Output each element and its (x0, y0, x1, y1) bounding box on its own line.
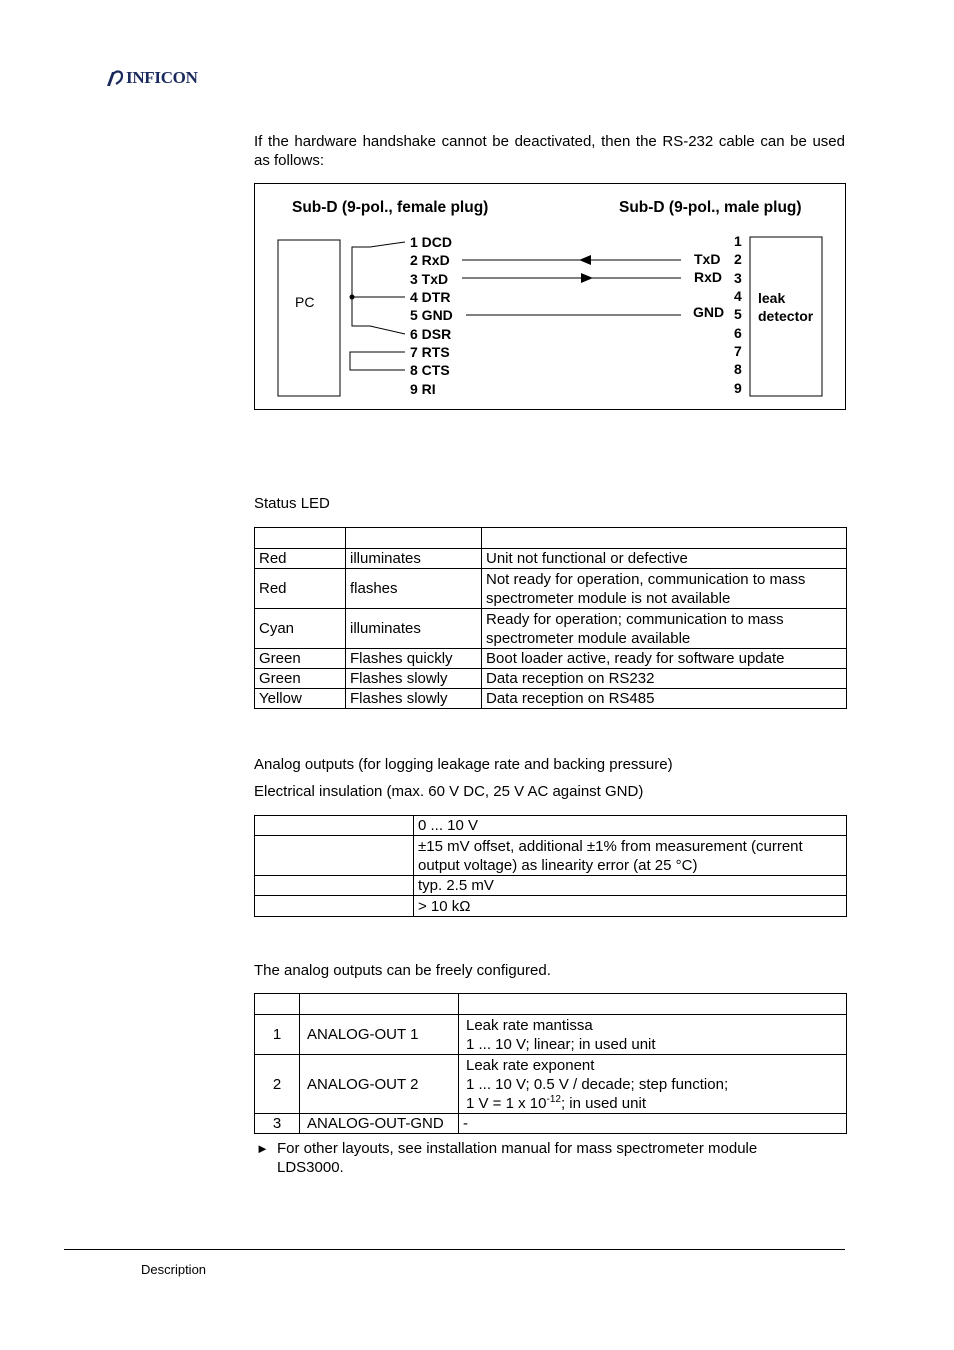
right-pin-5: 5 (734, 306, 742, 322)
layout-note (256, 1139, 846, 1177)
left-pin-9: 9 RI (410, 381, 436, 397)
led-meaning-line: Not ready for operation, communication to mass (486, 570, 806, 588)
led-state: Flashes slowly (346, 689, 482, 709)
right-pin-7: 7 (734, 343, 742, 359)
left-pin-7: 7 RTS (410, 344, 450, 360)
table-row (255, 609, 847, 649)
dcd-dtr-dsr-bridge (352, 242, 405, 334)
pin-description-line: 1 ... 10 V; linear; in used unit (466, 1035, 656, 1053)
pin-description-line: Leak rate mantissa (466, 1016, 593, 1034)
intro-paragraph: If the hardware handshake cannot be deactivated, then the RS-232 cable can be used as follows: (254, 133, 845, 169)
table-row (255, 816, 847, 836)
table-row (255, 896, 847, 917)
led-state: illuminates (346, 549, 482, 569)
pin-name: ANALOG-OUT 1 (300, 1015, 459, 1055)
pc-box-label: PC (295, 294, 315, 310)
analog-outputs-line: Analog outputs (for logging leakage rate and backing pressure) (254, 756, 673, 773)
formula-base: 1 V = 1 x 10 (466, 1094, 547, 1112)
junction-dot (350, 295, 355, 300)
pin-description (459, 1015, 847, 1055)
txd-arrow (581, 273, 593, 283)
logo-text: INFICON (126, 68, 198, 87)
analog-spec-table (254, 815, 847, 917)
table-row (255, 876, 847, 896)
led-color: Yellow (255, 689, 346, 709)
left-pin-6: 6 DSR (410, 326, 452, 342)
led-meaning-line: spectrometer module is not available (486, 589, 731, 607)
table-row (255, 1015, 847, 1055)
pc-box (278, 240, 340, 396)
rxd-arrow (579, 255, 591, 265)
left-pin-8: 8 CTS (410, 362, 450, 378)
spec-value (414, 836, 847, 876)
header-cell (482, 528, 847, 549)
left-pin-4: 4 DTR (410, 289, 451, 305)
pin-number: 2 (255, 1055, 300, 1114)
footer-section-label: Description (141, 1262, 207, 1277)
header-cell (255, 994, 300, 1015)
led-meaning: Boot loader active, ready for software update (482, 649, 847, 669)
led-meaning: Data reception on RS232 (482, 669, 847, 689)
left-pin-5: 5 GND (410, 307, 453, 323)
right-pin-2: 2 (734, 251, 742, 267)
spec-label (255, 816, 414, 836)
right-pin-6: 6 (734, 325, 742, 341)
led-state: illuminates (346, 609, 482, 649)
analog-pin-table (254, 993, 847, 1134)
pin-name: ANALOG-OUT 2 (300, 1055, 459, 1114)
right-pin-1: 1 (734, 233, 742, 249)
diagram-left-title: Sub-D (9-pol., female plug) (292, 199, 489, 216)
note-line: LDS3000. (277, 1159, 344, 1176)
spec-value-line: output voltage) as linearity error (at 25 °C) (418, 856, 698, 874)
right-pin-4: 4 (734, 288, 742, 304)
formula-unit: ; in used unit (560, 1094, 646, 1112)
rs232-wiring-diagram (254, 183, 846, 410)
table-row (255, 689, 847, 709)
led-meaning: Data reception on RS485 (482, 689, 847, 709)
leak-detector-label-2: detector (758, 308, 814, 324)
leak-detector-label-1: leak (758, 290, 786, 306)
inficon-logo (104, 67, 198, 89)
left-pin-3: 3 TxD (410, 271, 449, 287)
led-meaning-line: spectrometer module available (486, 629, 691, 647)
led-meaning (482, 569, 847, 609)
rts-cts-bridge (350, 352, 405, 370)
spec-label (255, 876, 414, 896)
table-row (255, 1055, 847, 1114)
spec-value: > 10 kΩ (414, 896, 847, 917)
note-line: For other layouts, see installation manual for mass spectrometer module (277, 1140, 758, 1157)
led-state: Flashes slowly (346, 669, 482, 689)
left-pin-1: 1 DCD (410, 234, 453, 250)
table-header-row (255, 994, 847, 1015)
table-header-row (255, 528, 847, 549)
header-cell (300, 994, 459, 1015)
pin-description (459, 1055, 847, 1114)
left-pin-2: 2 RxD (410, 252, 450, 268)
led-meaning (482, 609, 847, 649)
table-row (255, 669, 847, 689)
led-meaning-line: Ready for operation; communication to mass (486, 610, 784, 628)
right-signal-gnd: GND (693, 304, 725, 320)
led-color: Red (255, 569, 346, 609)
table-row (255, 1114, 847, 1134)
status-led-table (254, 527, 847, 709)
led-color: Green (255, 649, 346, 669)
pin-number: 1 (255, 1015, 300, 1055)
led-color: Green (255, 669, 346, 689)
table-row (255, 836, 847, 876)
table-row (255, 549, 847, 569)
right-signal-rxd: RxD (694, 269, 723, 285)
footer-divider (64, 1249, 845, 1250)
note-text (277, 1139, 757, 1177)
spec-value: typ. 2.5 mV (414, 876, 847, 896)
status-led-heading: Status LED (254, 495, 330, 512)
diagram-right-title: Sub-D (9-pol., male plug) (619, 199, 802, 216)
led-state: flashes (346, 569, 482, 609)
right-pin-9: 9 (734, 380, 742, 396)
led-color: Cyan (255, 609, 346, 649)
spec-label (255, 836, 414, 876)
pin-description-line: 1 ... 10 V; 0.5 V / decade; step function; (466, 1075, 729, 1093)
header-cell (459, 994, 847, 1015)
header-cell (346, 528, 482, 549)
pin-description-line: Leak rate exponent (466, 1056, 595, 1074)
spec-value-line: ±15 mV offset, additional ±1% from measurement (current (418, 837, 803, 855)
right-pin-8: 8 (734, 361, 742, 377)
pin-number: 3 (255, 1114, 300, 1134)
led-color: Red (255, 549, 346, 569)
inficon-logo-icon (104, 68, 124, 88)
table-row (255, 649, 847, 669)
bullet-arrow-icon: ► (256, 1141, 269, 1156)
header-cell (255, 528, 346, 549)
table-row (255, 569, 847, 609)
pin-description-line (466, 1094, 842, 1113)
formula-exponent: -12 (546, 1093, 561, 1105)
pin-description: - (459, 1114, 847, 1134)
pin-name: ANALOG-OUT-GND (300, 1114, 459, 1134)
insulation-line: Electrical insulation (max. 60 V DC, 25 V AC against GND) (254, 783, 644, 800)
spec-value: 0 ... 10 V (414, 816, 847, 836)
right-pin-3: 3 (734, 270, 742, 286)
led-state: Flashes quickly (346, 649, 482, 669)
analog-config-text: The analog outputs can be freely configured. (254, 962, 551, 979)
right-signal-txd: TxD (694, 251, 721, 267)
spec-label (255, 896, 414, 917)
led-meaning: Unit not functional or defective (482, 549, 847, 569)
